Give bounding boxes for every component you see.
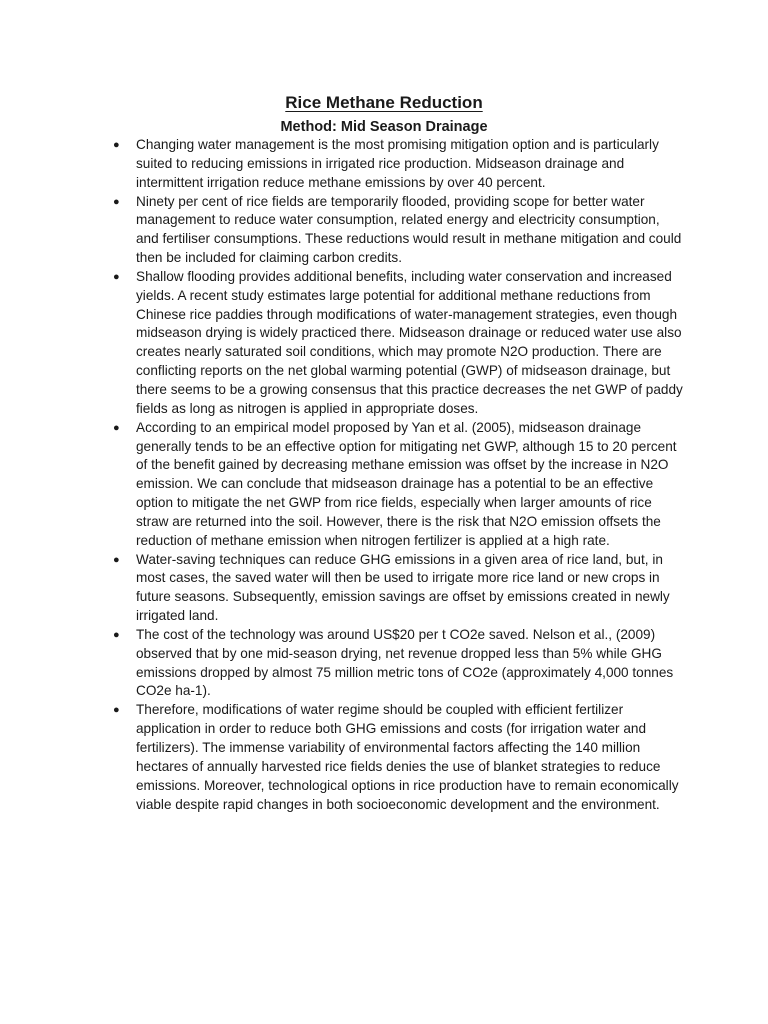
bullet-item bbox=[0, 136, 768, 193]
bullet-text: Shallow flooding provides additional benefits, including water conservation and increased yields. A recent study estimates large potential for additional methane reductions from Chinese rice paddies through modifications of water-management strategies, even though midseason drying is widely practiced there. Midseason drainage or reduced water use also creates nearly saturated soil conditions, which may promote N2O production. There are conflicting reports on the net global warming potential (GWP) of midseason drainage, but there seems to be a growing consensus that this practice decreases the net GWP of paddy fields as long as nitrogen is applied in appropriate doses. bbox=[136, 268, 683, 416]
bullet-item bbox=[0, 268, 768, 419]
bullet-text: The cost of the technology was around US$20 per t CO2e saved. Nelson et al., (2009) observed that by one mid-season drying, net revenue dropped less than 5% while GHG emissions dropped by almost 75 million metric tons of CO2e (approximately 4,000 tonnes CO2e ha-1). bbox=[136, 626, 674, 699]
bullet-item bbox=[0, 419, 768, 551]
bullet-icon: ● bbox=[113, 270, 120, 283]
bullet-text: According to an empirical model proposed by Yan et al. (2005), midseason drainage generally tends to be an effective option for mitigating net GWP, although 15 to 20 percent of the benefit gained by decreasing methane emission was offset by the increase in N2O emission. We can conclude that midseason drainage has a potential to be an effective option to mitigate the net GWP from rice fields, especially when larger amounts of rice straw are returned into the soil. However, there is the risk that N2O emission offsets the reduction of methane emission when nitrogen fertilizer is applied at a high rate. bbox=[136, 419, 677, 548]
bullet-text: Therefore, modifications of water regime should be coupled with efficient fertilizer application in order to reduce both GHG emissions and costs (for irrigation water and fertilizers). The immense variability of environmental factors affecting the 140 million hectares of annually harvested rice fields denies the use of blanket strategies to reduce emissions. Moreover, technological options in rice production have to remain economically viable despite rapid changes in both socioeconomic development and the environment. bbox=[136, 702, 679, 812]
bullet-text: Water-saving techniques can reduce GHG emissions in a given area of rice land, but, in most cases, the saved water will then be used to irrigate more rice land or new crops in future seasons. Subsequently, emission savings are offset by emissions created in newly irrigated land. bbox=[136, 551, 670, 624]
bullet-icon: ● bbox=[113, 553, 120, 566]
document-title: Rice Methane Reduction bbox=[285, 93, 483, 112]
bullet-item bbox=[0, 626, 768, 701]
bullet-icon: ● bbox=[113, 628, 120, 641]
bullet-item bbox=[0, 193, 768, 268]
bullet-icon: ● bbox=[113, 139, 120, 151]
bullet-icon: ● bbox=[113, 195, 120, 208]
bullet-icon: ● bbox=[113, 704, 120, 717]
bullet-item bbox=[0, 701, 768, 814]
bullet-text: Changing water management is the most promising mitigation option and is particularly suited to reducing emissions in irrigated rice production. Midseason drainage and intermittent irrigation reduce methane emissions by over 40 percent. bbox=[136, 137, 659, 190]
document-subtitle: Method: Mid Season Drainage bbox=[280, 119, 488, 135]
bullet-icon: ● bbox=[113, 421, 120, 434]
bullet-text: Ninety per cent of rice fields are temporarily flooded, providing scope for better water management to reduce water consumption, related energy and electricity consumption, and fertiliser consumptions. These reductions would result in methane mitigation and could then be included for claiming carbon credits. bbox=[136, 193, 682, 266]
bullet-item bbox=[0, 551, 768, 626]
bullet-list bbox=[0, 136, 768, 814]
